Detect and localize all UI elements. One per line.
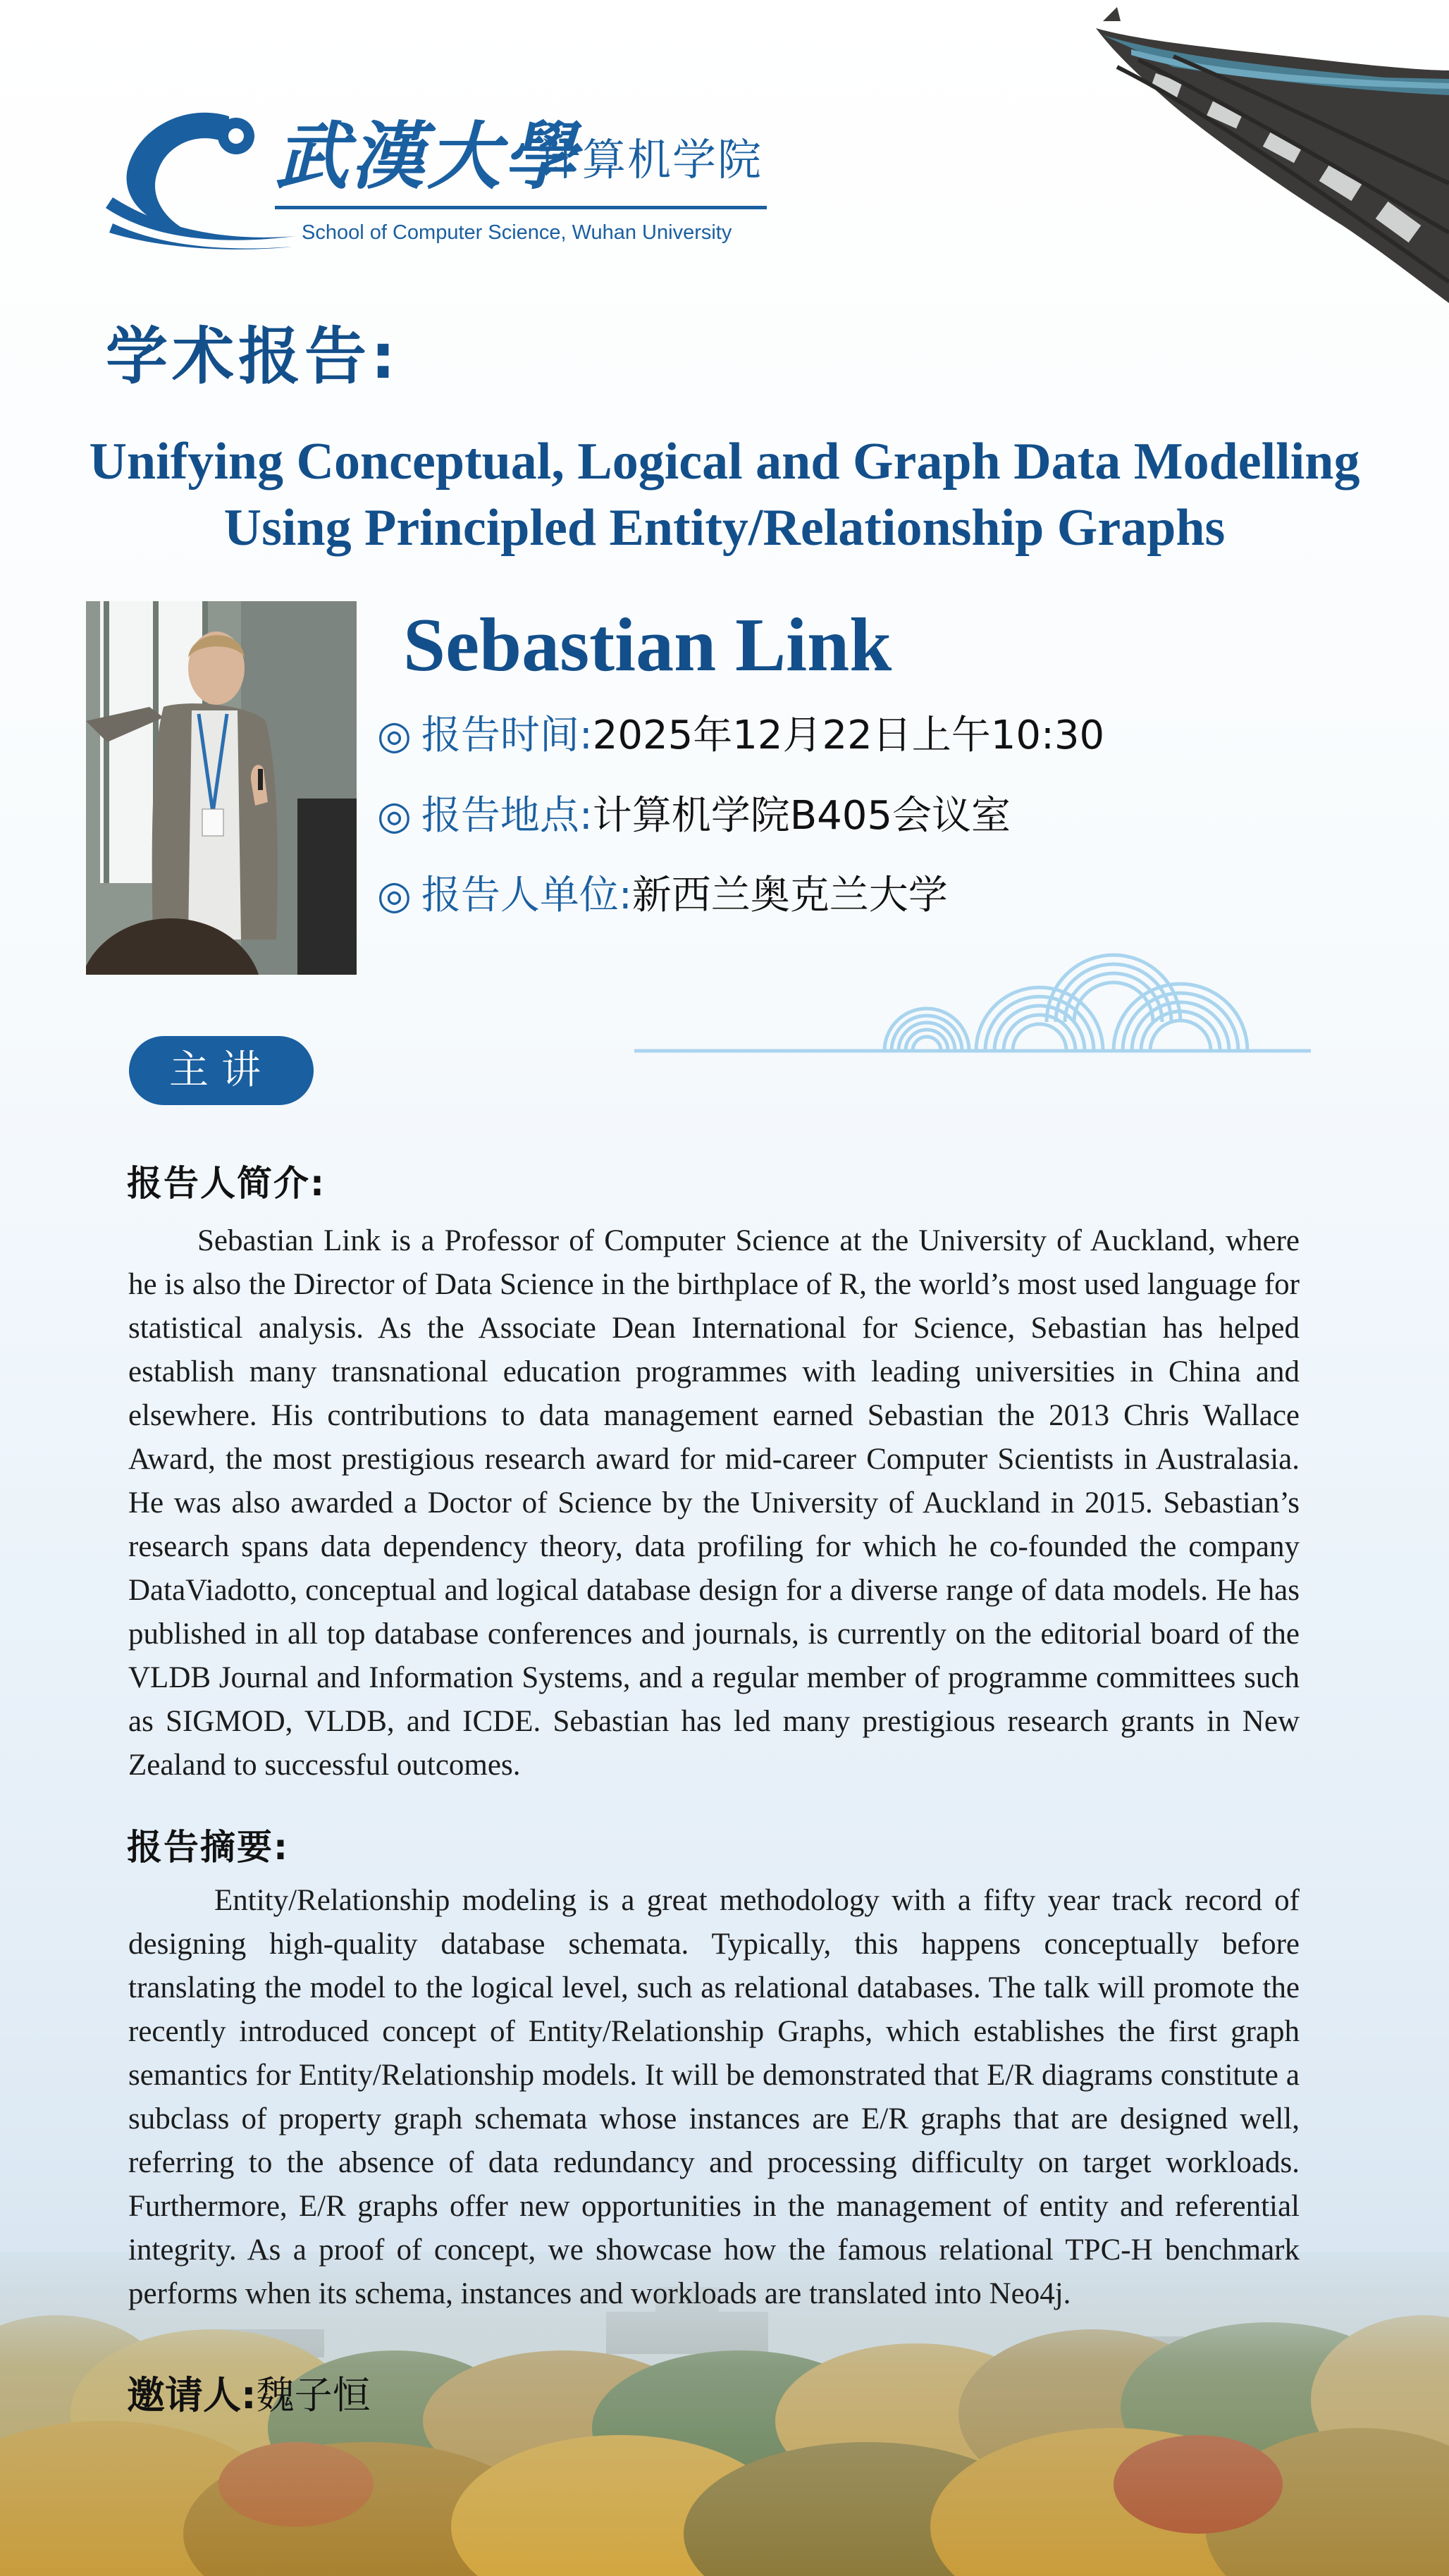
report-label: 学术报告: (106, 320, 400, 393)
school-name-en: School of Computer Science, Wuhan University (302, 221, 732, 244)
venue-label: 报告地点: (421, 793, 593, 839)
bio-text: Sebastian Link is a Professor of Computer Science at the University of Auckland, where he is also the Director of Data Science in the birthplace of R, the world’s most used language for statistical analysis. As the Associate Dean International for Science, Sebastian has helped establish many transnational education programmes with leading universities in China and elsewhere. His contributions to data management earned Sebastian the 2013 Chris Wallace Award, the most prestigious research award for mid-career Computer Scientists in Australasia. He was also awarded a Doctor of Science by the University of Auckland in 2015. Sebastian’s research spans data dependency theory, data profiling for which he co-founded the company DataViadotto, conceptual and logical database design for a diverse range of data models. He has published in all top database conferences and journals, is currently on the editorial board of the VLDB Journal and Information Systems, and a regular member of programme committees such as SIGMOD, VLDB, and ICDE. Sebastian has led many prestigious research grants in New Zealand to successful outcomes. (128, 1224, 1300, 1782)
info-organization (377, 873, 948, 918)
bullet-icon: ◎ (377, 713, 412, 758)
bullet-icon: ◎ (377, 873, 412, 918)
university-logo-icon (106, 102, 296, 250)
org-label: 报告人单位: (421, 873, 632, 918)
speaker-name: Sebastian Link (403, 603, 892, 687)
inviter-name: 魏子恒 (256, 2373, 371, 2417)
abstract-heading: 报告摘要: (127, 1827, 289, 1868)
bio-heading: 报告人简介: (127, 1163, 326, 1204)
time-label: 报告时间: (421, 713, 593, 758)
speaker-photo (86, 601, 357, 975)
roof-eaves-decoration (1089, 0, 1449, 303)
abstract-text: Entity/Relationship modeling is a great methodology with a fifty year track record of designing high-quality database schemata. Typically, this happens conceptually before translating the model to the logical level, such as relational databases. The talk will promote the recently introduced concept of Entity/Relationship Graphs, which establishes the first graph semantics for Entity/Relationship models. It will be demonstrated that E/R diagrams constitute a subclass of property graph schemata whose instances are E/R graphs that are designed well, referring to the absence of data redundancy and processing difficulty on target workloads. Furthermore, E/R graphs offer new opportunities in the management of entity and referential integrity. As a proof of concept, we showcase how the famous relational TPC-H benchmark performs when its schema, instances and workloads are translated into Neo4j. (128, 1884, 1300, 2310)
inviter-label: 邀请人: (127, 2373, 257, 2417)
speaker-badge: 主讲 (129, 1036, 314, 1105)
bullet-icon: ◎ (377, 793, 412, 839)
org-value: 新西兰奥克兰大学 (631, 873, 948, 918)
arc-wave-decoration (634, 930, 1311, 1057)
school-name-cn: 计算机学院 (537, 134, 763, 185)
inviter (127, 2373, 371, 2417)
logo-divider (275, 206, 767, 209)
info-venue (377, 793, 1011, 839)
info-time (377, 713, 1105, 758)
university-name-cn: 武漢大學 (275, 113, 580, 199)
time-value: 2025年12月22日上午10:30 (592, 713, 1105, 758)
venue-value: 计算机学院B405会议室 (592, 793, 1011, 839)
talk-title: Unifying Conceptual, Logical and Graph Data Modelling Using Principled Entity/Relationship Graphs (89, 433, 1360, 557)
